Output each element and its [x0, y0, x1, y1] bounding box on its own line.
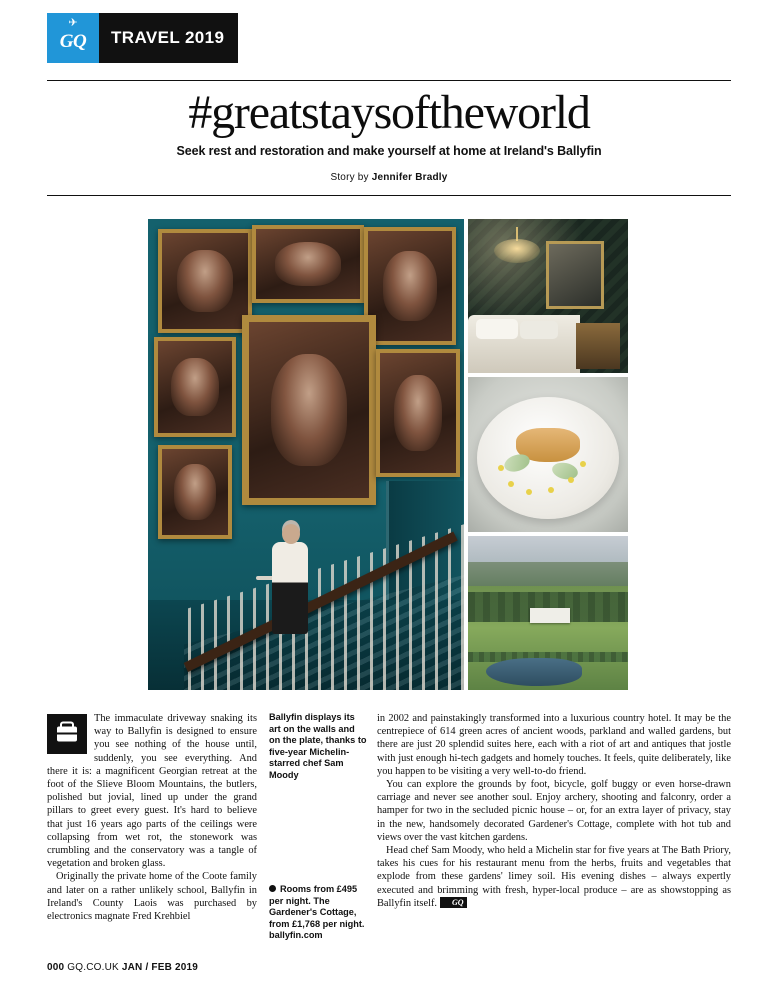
bullet-icon — [269, 885, 276, 892]
butler-head — [282, 524, 300, 544]
issue-date: JAN / FEB 2019 — [121, 962, 199, 973]
end-mark: GQ — [440, 897, 467, 908]
info-box — [269, 884, 367, 942]
photo-grid — [148, 219, 628, 690]
butler-figure — [272, 542, 308, 634]
body-paragraph — [377, 844, 731, 910]
side-table — [576, 323, 620, 369]
photo-column — [468, 219, 628, 690]
body-paragraph: You can explore the grounds by foot, bicycle, golf buggy or even horse-drawn carriage and never see another soul. Enjoy archery, shooting and falconry, order a hamper for two in the secluded picnic house – or, for an extra layer of privacy, stay in the new, handsomely decorated Gardener's Cottage, complete with hot tub and views over the vast kitchen gardens. — [377, 779, 731, 843]
photo-ballyfin-estate-aerial — [468, 536, 628, 690]
publication-name: GQ.CO.UK — [67, 962, 119, 973]
byline — [47, 172, 731, 183]
body-paragraph: in 2002 and painstakingly transformed into a luxurious country hotel. It may be the centrepiece of 614 green acres of ancient woods, parkland and walled gardens, but there are just 20 splendid suites here, each with a riot of art and antiques that jostle with just enough hi-tech gadgets and homely touches. It feels, quite deliberately, like you happen to be visiting a very well-to-do friend. — [377, 713, 731, 777]
rule-middle — [47, 195, 731, 196]
estate-illustration — [468, 536, 628, 690]
photo-caption: Ballyfin displays its art on the walls and on the plate, thanks to five-year Michelin-starred chef Sam Moody — [269, 712, 367, 780]
body-paragraph: The immaculate driveway snaking its way to Ballyfin is designed to ensure you see nothing of the house until, suddenly, you see everything. And there it is: a magnificent Georgian retreat at the foot of the Slieve Bloom Mountains, the butlers, polished but jovial, lined up under the grand pillars to greet every guest. It's hard to believe that just 16 years ago parts of the ceilings were collapsing from wet rot, the stonework was crumbling and the conservatory was a tangle of vegetation and broken glass. — [47, 713, 257, 870]
portrait-frame — [154, 337, 236, 437]
portrait-frame — [376, 349, 460, 477]
body-paragraph: Originally the private home of the Coote family and later on a rather unlikely school, Ballyfin in Ireland's County Laois was purchased by electronics magnate Fred Krehbiel — [47, 871, 257, 923]
folio-number: 000 — [47, 962, 65, 973]
body-column-2 — [269, 712, 367, 782]
pillow — [520, 321, 558, 339]
ballyfin-house — [530, 608, 570, 623]
photo-ballyfin-staircase-hall — [148, 219, 464, 690]
page-title: #greatstaysoftheworld — [188, 86, 590, 139]
article-body — [47, 712, 731, 952]
photo-ballyfin-plated-dish — [468, 377, 628, 531]
gq-logo-text: GQ — [59, 30, 87, 52]
suitcase-icon — [47, 714, 87, 754]
section-label: TRAVEL 2019 — [99, 13, 238, 63]
body-column-1 — [47, 712, 257, 923]
body-paragraph-text: Head chef Sam Moody, who held a Michelin star for five years at The Bath Priory, takes his cues for his restaurant menu from the herbs, fruits and vegetables that explode from these gardens' limey soil. His evening dishes – always expertly executed and brimming with fresh, hyper-local produce – are as showstopping as Ballyfin itself. — [377, 845, 731, 909]
byline-author: Jennifer Bradly — [371, 172, 448, 183]
bedroom-illustration — [468, 219, 628, 373]
info-box-text: Rooms from £495 per night. The Gardener's Cottage, from £1,768 per night. ballyfin.com — [269, 884, 365, 941]
portrait-frame — [364, 227, 456, 345]
pillow — [476, 319, 518, 339]
portrait-frame — [242, 315, 376, 505]
page-footer — [47, 962, 198, 973]
masthead — [47, 13, 238, 63]
chandelier-icon — [494, 227, 540, 267]
airplane-icon: ✈ — [68, 17, 78, 29]
gq-logo — [47, 13, 99, 63]
staircase-hall-illustration — [148, 219, 464, 690]
article-deck: Seek rest and restoration and make yourself at home at Ireland's Ballyfin — [176, 144, 602, 158]
portrait-frame — [158, 229, 252, 333]
portrait-frame — [252, 225, 364, 303]
photo-ballyfin-bedroom — [468, 219, 628, 373]
portrait-frame — [158, 445, 232, 539]
gilt-mirror — [546, 241, 604, 309]
byline-prefix: Story by — [330, 172, 372, 183]
plated-dish-illustration — [468, 377, 628, 531]
rule-top — [47, 80, 731, 81]
lake — [486, 658, 582, 686]
body-column-3 — [377, 712, 731, 910]
